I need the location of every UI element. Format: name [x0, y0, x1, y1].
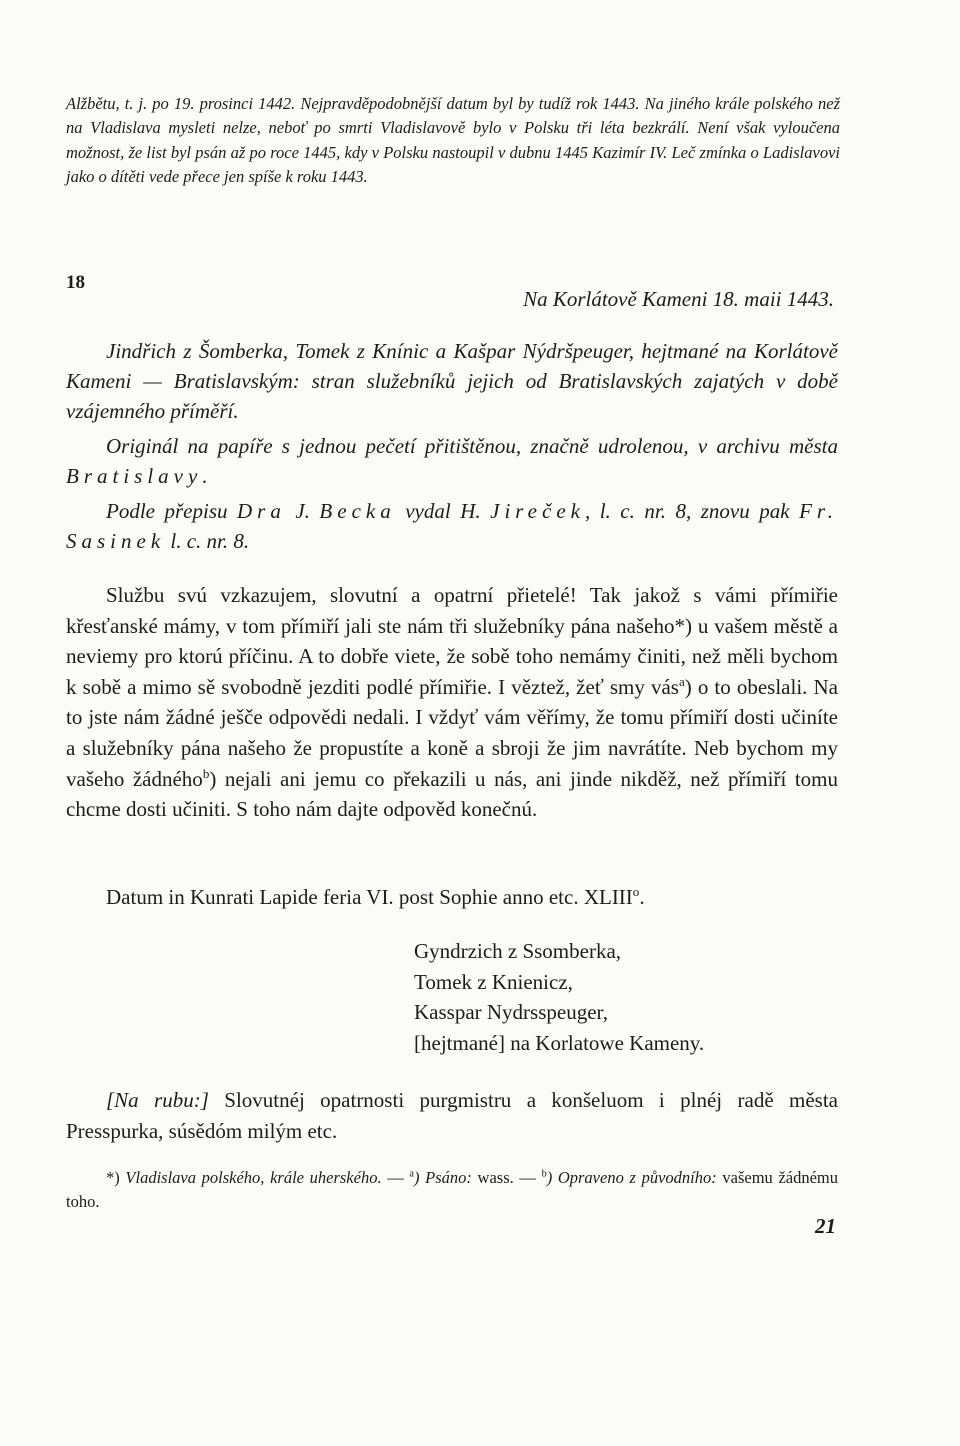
edition-name-3: Jireček — [490, 499, 585, 523]
signatures-block — [414, 936, 704, 1058]
footnotes — [66, 1166, 838, 1214]
letter-body — [66, 580, 838, 825]
dating-end: . — [639, 885, 645, 909]
document-place-date: Na Korlátově Kameni 18. maii 1443. — [523, 287, 834, 311]
original-suffix: . — [202, 464, 208, 488]
letter-text-3: ) nejali ani jemu co překazili u nás, ani jinde nikděž, než přímiří tomu chcme dosti učiniti. S toho nám dajte odpověd konečnú. — [66, 766, 839, 822]
footnote-1-mark: *) — [106, 1168, 120, 1187]
footnote-1-text: Vladislava polského, krále uherského. — [119, 1168, 382, 1187]
footnote-mark-b: b — [202, 765, 210, 781]
footnote-3-label: ) Opraveno z původního: — [546, 1168, 717, 1187]
verso-text: Slovutnéj opatrnosti purgmistru a konšeluom i plnéj radě města Presspurka, súsědóm milým etc. — [66, 1088, 838, 1143]
footnote-separator: — — [513, 1168, 542, 1187]
letter-dating — [106, 885, 645, 910]
footnotes-paragraph — [66, 1166, 838, 1214]
footnote-3-word: vašemu žádnému toho. — [66, 1168, 838, 1211]
signature-line: Gyndrzich z Ssomberka, — [414, 939, 622, 963]
regest-section — [66, 336, 838, 556]
signature-line: [hejtmané] na Korlatowe Kameny. — [414, 1030, 705, 1055]
edition-text-4: , l. c. nr. 8, znovu pak — [584, 499, 800, 523]
edition-name-1: Dra — [237, 499, 286, 523]
footnote-2-mark: a — [409, 1168, 414, 1180]
document-number: 18 — [66, 272, 85, 293]
edition-name-4: Fr. — [799, 499, 838, 523]
footnote-2-word: wass. — [471, 1168, 514, 1187]
signature-line: Tomek z Knienicz, — [414, 969, 573, 994]
edition-name-2: Becka — [319, 499, 396, 523]
edition-text-1: Podle přepisu — [106, 499, 237, 523]
original-city: Bratislavy — [66, 464, 203, 488]
edition-text-6: l. c. nr. 8. — [165, 529, 250, 553]
edition-text-3: vydal H. — [395, 499, 491, 523]
original-prefix: Originál na papíře s jednou pečetí přitištěnou, značně udrolenou, v archivu města — [106, 434, 838, 458]
footnote-3-mark: b — [541, 1168, 547, 1180]
letter-paragraph — [66, 580, 838, 825]
intro-text: Alžbětu, t. j. po 19. prosinci 1442. Nejpravděpodobnější datum byl by tudíž rok 1443. Na jiného krále polského než na Vladislava mysleti nelze, neboť po smrti Vladislavově bylo v Polsku tři léta bezkrálí. Není však vyloučena možnost, že list byl psán až po roce 1445, kdy v Polsku nastoupil v dubnu 1445 Kazimír IV. Leč zmínka o Ladislavovi jako o dítěti vede přece jen spíše k roku 1443. — [66, 94, 840, 187]
edition-name-5: Sasinek — [66, 529, 166, 553]
intro-paragraph — [66, 92, 840, 190]
edition-text-2: J. — [285, 499, 320, 523]
dating-text: Datum in Kunrati Lapide feria VI. post Sophie anno etc. XLIII — [106, 885, 633, 909]
signature-line: Kasspar Nydrsspeuger, — [414, 1000, 608, 1024]
footnote-2-label: ) Psáno: — [413, 1168, 472, 1187]
page-number: 21 — [815, 1214, 836, 1238]
footnote-mark-a: a — [678, 673, 685, 689]
footnote-separator: — — [381, 1168, 410, 1187]
verso-paragraph — [66, 1085, 838, 1147]
original-note — [66, 431, 838, 491]
dating-superscript: o — [632, 884, 640, 899]
verso-label: [Na rubu:] — [106, 1088, 209, 1112]
letter-text-2: ) o to obeslali. Na to jste nám žádné ješče odpovědi nedali. I vždyť vám věřímy, že tomu přímiří dosti učiníte a služebníky pána našeho že propustíte a koně a sbroji že jim navrátíte. Neb bychom my vašeho žádného — [66, 674, 838, 791]
edition-note — [66, 496, 838, 556]
verso-address — [66, 1085, 838, 1147]
letter-text-1: Službu svú vzkazujem, slovutní a opatrní přietelé! Tak jakož s vámi přímiřie křesťanské mámy, v tom přímiří jali ste nám tři služebníky pána našeho*) u vašem městě a neviemy pro ktorú příčinu. A to dobře viete, že sobě toho nemámy činiti, než měli bychom k sobě a mimo sě svobodně jezditi podlé přímiřie. I věztež, žeť smy vás — [66, 583, 838, 699]
regest-text: Jindřich z Šomberka, Tomek z Knínic a Kašpar Nýdršpeuger, hejtmané na Korlátově Kameni — Bratislavským: stran služebníků jejich od Bratislavských zajatých v době vzájemného příměří. — [66, 339, 838, 423]
